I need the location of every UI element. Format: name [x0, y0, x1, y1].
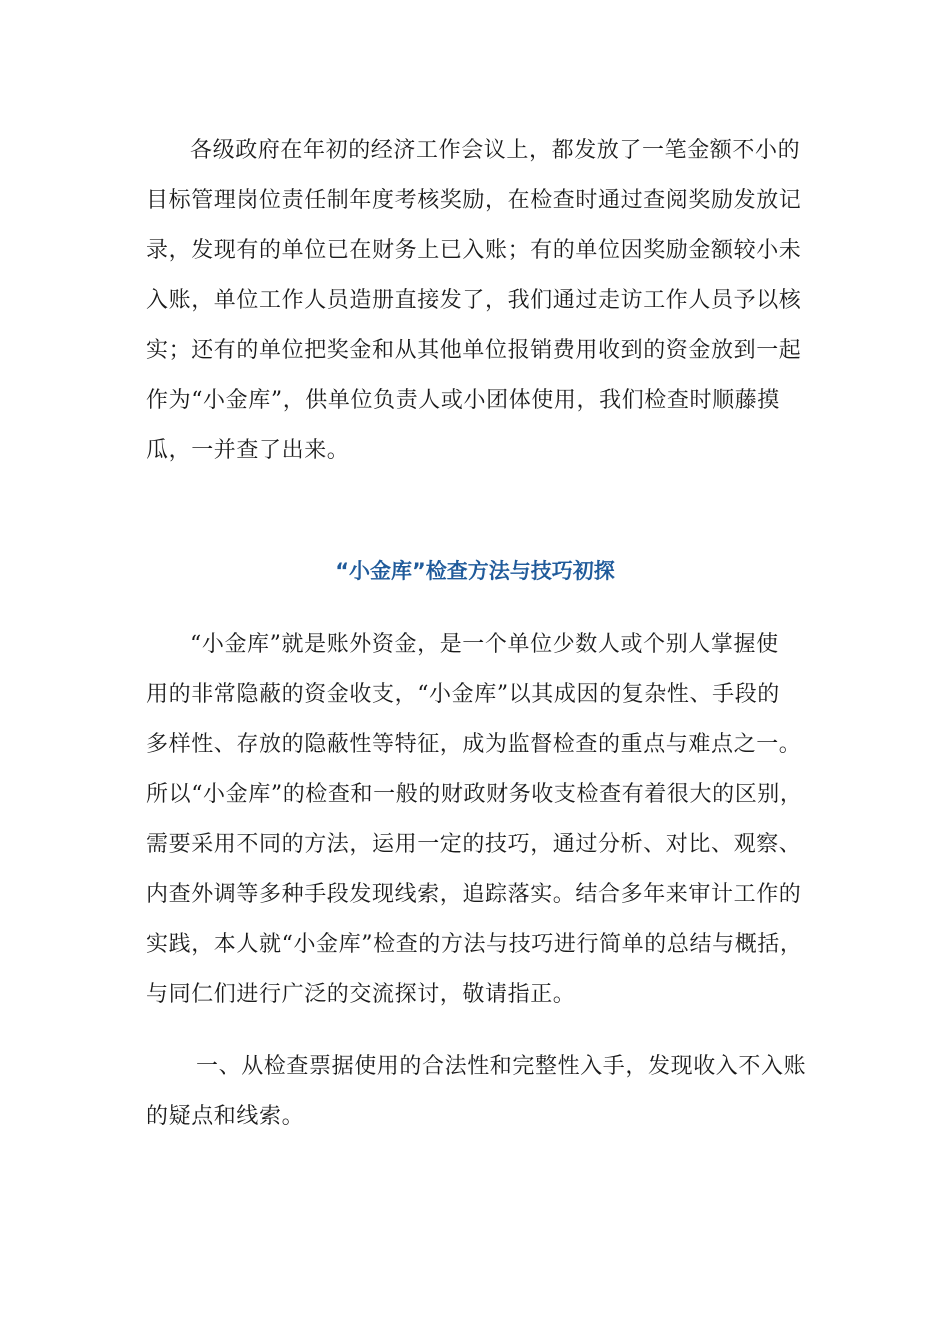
paragraph-2-line-2: 用的非常隐蔽的资金收支，“小金库”以其成因的复杂性、手段的	[146, 682, 780, 707]
paragraph-2-line-5: 需要采用不同的方法，运用一定的技巧，通过分析、对比、观察、	[146, 832, 802, 857]
paragraph-1-line-6: 作为“小金库”，供单位负责人或小团体使用，我们检查时顺藤摸	[146, 388, 780, 413]
paragraph-1-line-7: 瓜，一并查了出来。	[146, 438, 350, 463]
paragraph-1-line-4: 入账，单位工作人员造册直接发了，我们通过走访工作人员予以核	[146, 288, 802, 313]
paragraph-3-line-1: 一、从检查票据使用的合法性和完整性入手，发现收入不入账	[196, 1054, 807, 1079]
paragraph-2-line-7: 实践，本人就“小金库”检查的方法与技巧进行简单的总结与概括，	[146, 932, 803, 957]
paragraph-1-line-3: 录，发现有的单位已在财务上已入账；有的单位因奖励金额较小未	[146, 238, 802, 263]
paragraph-1-line-2: 目标管理岗位责任制年度考核奖励，在检查时通过查阅奖励发放记	[146, 188, 802, 213]
paragraph-2-line-4: 所以“小金库”的检查和一般的财政财务收支检查有着很大的区别，	[146, 782, 803, 807]
paragraph-1-line-1: 各级政府在年初的经济工作会议上，都发放了一笔金额不小的	[190, 138, 801, 163]
paragraph-2-line-3: 多样性、存放的隐蔽性等特征，成为监督检查的重点与难点之一。	[146, 732, 802, 757]
paragraph-3-line-2: 的疑点和线索。	[146, 1104, 305, 1129]
paragraph-2-line-1: “小金库”就是账外资金，是一个单位少数人或个别人掌握使	[190, 632, 779, 657]
paragraph-2-line-8: 与同仁们进行广泛的交流探讨，敬请指正。	[146, 982, 576, 1007]
paragraph-1-line-5: 实；还有的单位把奖金和从其他单位报销费用收到的资金放到一起	[146, 338, 802, 363]
paragraph-2-line-6: 内查外调等多种手段发现线索，追踪落实。结合多年来审计工作的	[146, 882, 802, 907]
section-heading: “小金库”检查方法与技巧初探	[335, 559, 615, 583]
